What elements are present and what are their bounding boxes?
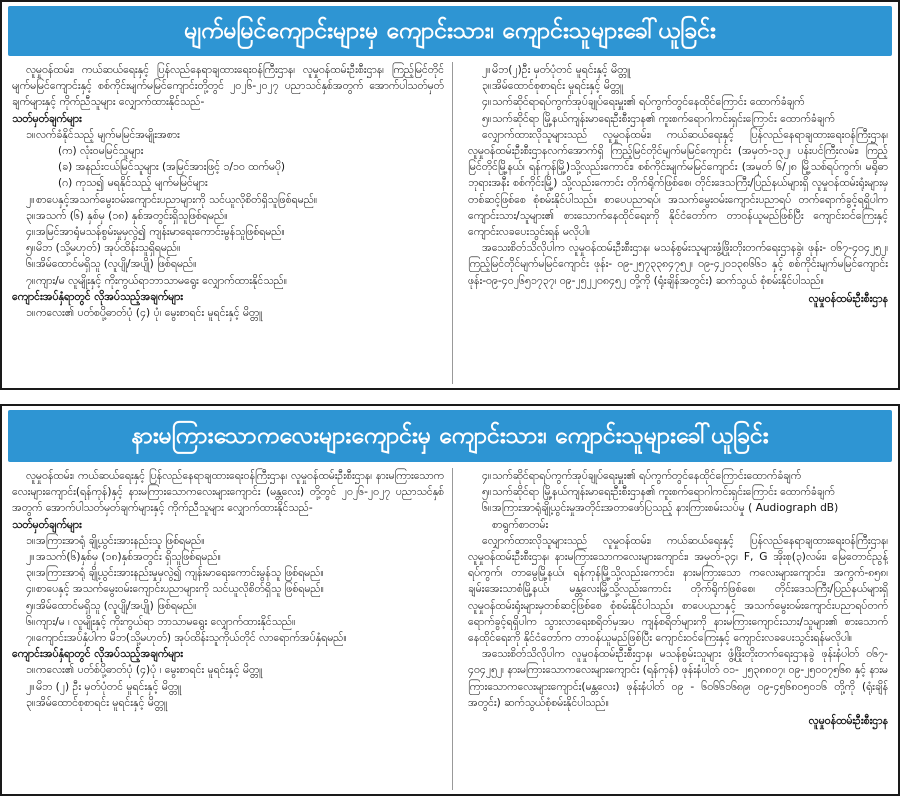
item-number: ၆။ (482, 502, 492, 515)
left-column (12, 468, 444, 792)
item-number: ၄။ (26, 226, 36, 239)
item-number: ၂။ (26, 551, 35, 564)
document-item (468, 500, 888, 532)
item-text: မိဘ(၂)ဦး မှတ်ပုံတင် မူရင်းနှင့် မိတ္တူ (492, 64, 631, 76)
blind-type-item: (ခ) အနည်းငယ်မြင်သူများ (အမြင်အားဖြင့် ၁/၁၀ ထက်မပို) (58, 161, 286, 174)
criteria-item (12, 598, 444, 614)
item-text: ကျောင်းအပ်နှံပါက မိဘ(သို့မဟုတ်) အုပ်ထိန်းသူကိုယ်တိုင် လာရောက်အပ်နှံရမည်။ (36, 632, 347, 645)
item-number: ၃။ (26, 209, 36, 222)
item-text: လက်ခံနိုင်သည့် မျက်မမြင်အမျိုးအစား (36, 128, 180, 141)
item-number: ၅။ (482, 112, 492, 125)
item-number: ၅။ (26, 242, 36, 255)
item-number: ၆။ (26, 615, 36, 628)
document-item (468, 62, 888, 78)
item-text: အမြင်အာရုံမသန်စွမ်းမှုမှလွဲ၍ ကျန်းမာရေးကောင်းမွန်သူဖြစ်ရမည်။ (36, 226, 285, 239)
document-item (12, 695, 444, 711)
item-text: သက်ဆိုင်ရာ မြို့နယ်ကျန်းမာရေးဦးစီးဌာန၏ ကူးစက်ရောဂါကင်းရှင်းကြောင်း ထောက်ခံချက် (492, 112, 835, 125)
intro-paragraph: လူမှုဝန်ထမ်း၊ ကယ်ဆယ်ရေးနှင့် ပြန်လည်နေရာချထားရေးဝန်ကြီးဌာန၊ လူမှုဝန်ထမ်းဦးစီးဌာန၊ နားမကြားသောကလေးများကျောင်း(ရန်ကုန်)နှင့် နားမကြားသောကလေးများကျောင်း (မန္တလေး) တို့တွင် ၂၀၂၆-၂၀၂၇ ပညာသင်နှစ်အတွက် အောက်ပါသတ်မှတ်ချက်များနှင့် ကိုက်ညီသူများ လျှောက်ထားနိုင်သည်- (12, 470, 444, 515)
item-text: အသက် (၆) နှစ်မှ (၁၈) နှစ်အတွင်းရှိသူဖြစ်ရမည်။ (36, 209, 228, 222)
criteria-item (12, 533, 444, 549)
item-text: အိမ်ထောင်မရှိသူ (လူပျို/အပျို) ဖြစ်ရမည်။ (36, 599, 197, 612)
item-text: စာပေနှင့်အသက်မွေးဝမ်းကျောင်းပညာများကို သင်ယူလိုစိတ်ရှိသူဖြစ်ရမည်။ (36, 193, 318, 206)
right-column (468, 62, 888, 386)
criteria-heading: သတ်မှတ်ချက်များ (12, 112, 82, 125)
column-divider (452, 468, 453, 790)
document-item (468, 94, 888, 110)
notice-blind-schools (0, 0, 900, 390)
criteria-item (12, 581, 444, 597)
notice-deaf-schools (0, 404, 900, 796)
contact-paragraph: အသေးစိတ်သိလိုပါက လူမှုဝန်ထမ်းဦးစီးဌာန၊ မသန်စွမ်းသူများ ဖွံ့ဖြိုးတိုးတက်ရေးဌာနခွဲ ဖုန်းနံပါတ် ၀၆၇- ၄၀၄၂၅၂၊ နားမကြားသောကလေးများကျောင်း (ရန်ကုန်) ဖုန်းနံပါတ် ၀၁- ၂၅၃၈၈၀၇၊ ၀၉-၂၅၀၀၇၅၆၈ နှင့် နားမကြားသောကလေးများကျောင်း(မန္တလေး) ဖုန်းနံပါတ် ၀၉ - ၆၀၆၆၁၆၈၉၊ ၀၉-၄၅၆၈၀၅၀၁၆ တို့ကို (ရုံးချိန်အတွင်း) ဆက်သွယ်စုံစမ်းနိုင်ပါသည်။ (468, 648, 888, 709)
item-number: ၄။ (482, 96, 492, 109)
criteria-item (12, 273, 444, 289)
document-item (12, 662, 444, 678)
item-number: ၇။ (26, 632, 36, 645)
item-number: ၁။ (26, 534, 36, 547)
criteria-item (12, 208, 444, 224)
documents-heading: ကျောင်းအပ်နှံရာတွင် လိုအပ်သည့်အချက်များ (12, 648, 183, 661)
item-text: သက်ဆိုင်ရာ မြို့နယ်ကျန်းမာရေးဦးစီးဌာန၏ ကူးစက်ရောဂါကင်းရှင်းကြောင်း ထောက်ခံချက် (492, 486, 835, 499)
item-number: ၂။ (26, 193, 35, 206)
criteria-item (12, 224, 444, 240)
item-number: ၂။ (26, 680, 35, 693)
item-text: စာပေနှင့် အသက်မွေးဝမ်းကျောင်းပညာများကို သင်ယူလိုစိတ်ရှိသူ ဖြစ်ရမည်။ (36, 583, 324, 596)
criteria-item (12, 256, 444, 272)
item-number: ၁။ (26, 128, 36, 141)
item-number: ၄။ (26, 583, 36, 596)
item-text: အကြားအာရုံချို့ယွင်းမှုအတိုင်းအတာဖော်ပြသည့် နားကြားစမ်းသပ်မှု ( Audiograph dB) စာရွက်စာတမ်း (492, 502, 839, 531)
left-column (12, 62, 444, 386)
item-text: အိမ်ထောင်မရှိသူ (လူပျို/အပျို) ဖြစ်ရမည်။ (36, 258, 197, 271)
contact-paragraph: အသေးစိတ်သိလိုပါက လူမှုဝန်ထမ်းဦးစီးဌာန၊ မသန်စွမ်းသူများဖွံ့ဖြိုးတိုးတက်ရေးဌာနခွဲ၊ ဖုန်း- ၀၆၇-၄၀၄၂၅၂၊ ကြည့်မြင်တိုင်မျက်မမြင်ကျောင်း ဖုန်း- ၀၉-၂၅၇၃၃၈၄၇၅၂၊ ၀၉-၄၂၀၁၃၈၆၆၁ နှင့် စစ်ကိုင်းမျက်မမြင်ကျောင်း ဖုန်း-၀၉-၄၀၂၆၅၁၇၃၇၊ ၀၉-၂၅၂၂၀၈၄၅၂ တို့ကို (ရုံးချိန်အတွင်း) ဆက်သွယ် စုံစမ်းနိုင်ပါသည်။ (468, 242, 888, 287)
item-number: ၂။ (482, 64, 491, 76)
blind-type-item: (က) လုံးဝမမြင်သူများ (58, 145, 144, 158)
item-number: ၃။ (26, 567, 36, 580)
item-text: ကျား/မ လူမျိုးနှင့် ကိုးကွယ်ရာဘာသာမရွေး လျှောက်ထားနိုင်သည်။ (36, 274, 287, 287)
item-text: အသက်(၆)နှစ်မှ (၁၈)နှစ်အတွင်း ရှိသူဖြစ်ရမည်။ (36, 551, 221, 564)
application-paragraph: လျှောက်ထားလိုသူများသည် လူမှုဝန်ထမ်း၊ ကယ်ဆယ်ရေးနှင့် ပြန်လည်နေရာချထားရေးဝန်ကြီးဌာန၊ လူမှုဝန်ထမ်းဦးစီးဌာန၊ နားမကြားသောကလေးများကျောင်း၊ အမှတ်-၃၄၊ F, G အိုးစု(၃)လမ်း၊ မြေတောင်ညွန့်ရပ်ကွက်၊ တာမွေမြို့နယ်၊ ရန်ကုန်မြို့သို့လည်းကောင်း၊ နားမကြားသော ကလေးများကျောင်း၊ အကွက်-၈၅၈၊ ချမ်းအေးသာစံမြို့နယ်၊ မန္တလေးမြို့သို့လည်းကောင်း တိုက်ရိုက်ဖြစ်စေ၊ တိုင်းဒေသကြီး/ပြည်နယ်များရှိ လူမှုဝန်ထမ်းရုံးများမှတစ်ဆင့်ဖြစ်စေ စုံစမ်းနိုင်ပါသည်။ စာပေပညာနှင့် အသက်မွေးဝမ်းကျောင်းပညာရပ်တက်ရောက်ခွင့်ရရှိပါက သွားလာရေးစရိတ်မှအပ ကျန်စရိတ်များကို နားမကြားကျောင်းသား/သူများ၏ စားသောက်နေထိုင်ရေးကို နိုင်ငံတော်က တာဝန်ယူမည်ဖြစ်ပြီး ကျောင်းဝင်ကြေးနှင့် ကျောင်းလခပေးသွင်းရန်မလိုပါ။ (468, 534, 888, 645)
document-item (468, 484, 888, 500)
issuer-signature: လူမှုဝန်ထမ်းဦးစီးဌာန (808, 292, 888, 305)
criteria-item (12, 127, 444, 143)
document-item (468, 468, 888, 484)
item-text: မိဘ (သို့မဟုတ်) အုပ်ထိန်းသူရှိရမည်။ (36, 242, 181, 255)
column-divider (452, 62, 453, 384)
item-number: ၆။ (26, 258, 36, 271)
item-text: အကြားအာရုံ ချို့ယွင်းအားနည်းမှုမှလွဲ၍ ကျန်းမာရေးကောင်းမွန်သူ ဖြစ်ရမည်။ (36, 567, 324, 580)
item-text: သက်ဆိုင်ရာရပ်ကွက်အုပ်ချုပ်ရေးမှူး၏ ရပ်ကွက်တွင်နေထိုင်ကြောင်း ထောက်ခံချက် (492, 96, 805, 109)
item-number: ၅။ (26, 599, 36, 612)
item-text: ကျား/မ ၊ လူမျိုးနှင့် ကိုးကွယ်ရာ ဘာသာမရွေး လျှောက်ထားနိုင်သည်။ (36, 615, 296, 628)
item-number: ၃။ (482, 80, 492, 93)
blind-type-item: (ဂ) ကုသ၍ မရနိုင်သည့် မျက်မမြင်များ (58, 177, 208, 190)
item-number: ၇။ (26, 274, 36, 287)
issuer-signature: လူမှုဝန်ထမ်းဦးစီးဌာန (808, 715, 888, 728)
criteria-item (12, 192, 444, 208)
notice-title: မျက်မမြင်ကျောင်းများမှ ကျောင်းသား၊ ကျောင်းသူများခေါ်ယူခြင်း (8, 6, 892, 56)
item-text: ကလေး၏ ပတ်စ်ပို့ဓာတ်ပုံ (၄)ပုံ ၊ မွေးစာရင်း မူရင်းနှင့် မိတ္တူ (36, 664, 263, 677)
item-number: ၄။ (482, 470, 492, 482)
document-item (12, 679, 444, 695)
right-column (468, 468, 888, 792)
documents-heading: ကျောင်းအပ်နှံရာတွင် လိုအပ်သည့်အချက်များ (12, 290, 183, 303)
document-item (468, 111, 888, 127)
item-number: ၅။ (482, 486, 492, 499)
criteria-heading: သတ်မှတ်ချက်များ (12, 518, 82, 531)
intro-paragraph: လူမှုဝန်ထမ်း၊ ကယ်ဆယ်ရေးနှင့် ပြန်လည်နေရာချထားရေးဝန်ကြီးဌာန၊ လူမှုဝန်ထမ်းဦးစီးဌာန၊ ကြည့်မြင်တိုင်မျက်မမြင်ကျောင်းနှင့် စစ်ကိုင်းမျက်မမြင်ကျောင်းတို့တွင် ၂၀၂၆-၂၀၂၇ ပညာသင်နှစ်အတွက် အောက်ပါသတ်မှတ်ချက်များနှင့် ကိုက်ညီသူများ လျှောက်ထားနိုင်သည်- (12, 64, 444, 109)
item-text: အိမ်ထောင်စုစာရင်း မူရင်းနှင့် မိတ္တူ (36, 696, 168, 709)
criteria-item (12, 614, 444, 630)
item-text: အိမ်ထောင်စုစာရင်း မူရင်းနှင့် မိတ္တူ (492, 80, 624, 93)
item-text: ကလေး၏ ပတ်စပို့ဓာတ်ပုံ (၄) ပုံ၊ မွေးစာရင်း မူရင်းနှင့် မိတ္တူ (36, 307, 263, 320)
document-item (468, 78, 888, 94)
criteria-item (12, 549, 444, 565)
criteria-item (12, 240, 444, 256)
item-text: အကြားအာရုံ ချို့ယွင်းအားနည်းသူ ဖြစ်ရမည်။ (36, 534, 205, 547)
criteria-item (12, 565, 444, 581)
item-number: ၁။ (26, 307, 36, 320)
notice-title: နားမကြားသောကလေးများကျောင်းမှ ကျောင်းသား၊ ကျောင်းသူများခေါ်ယူခြင်း (8, 410, 892, 462)
application-paragraph: လျှောက်ထားလိုသူများသည် လူမှုဝန်ထမ်း၊ ကယ်ဆယ်ရေးနှင့် ပြန်လည်နေရာချထားရေးဝန်ကြီးဌာန၊ လူမှုဝန်ထမ်းဦးစီးဌာနလက်အောက်ရှိ ကြည့်မြင်တိုင်မျက်မမြင်ကျောင်း (အမှတ်-၁၃၂၊ ပန်းပင်ကြီးလမ်း၊ ကြည့်မြင်တိုင်မြို့နယ်၊ ရန်ကုန်မြို့)သို့လည်းကောင်း၊ စစ်ကိုင်းမျက်မမြင်ကျောင်း (အမှတ် ၆/၂၈ မြို့သစ်ရပ်ကွက်၊ မရိုဓာဘုရားအနီး စစ်ကိုင်းမြို့) သို့လည်းကောင်း တိုက်ရိုက်ဖြစ်စေ၊ တိုင်းဒေသကြီး/ပြည်နယ်များရှိ လူမှုဝန်ထမ်းရုံးများမှ တစ်ဆင့်ဖြစ်စေ စုံစမ်းနိုင်ပါသည်။ စာပေပညာရပ်၊ အသက်မွေးဝမ်းကျောင်းပညာရပ် တက်ရောက်ခွင့်ရရှိပါက ကျောင်းသား/သူများ၏ စားသောက်နေထိုင်ရေးကို နိုင်ငံတော်က တာဝန်ယူမည်ဖြစ်ပြီး ကျောင်းဝင်ကြေးနှင့် ကျောင်းလခပေးသွင်းရန် မလိုပါ။ (468, 128, 888, 239)
item-text: သက်ဆိုင်ရာရပ်ကွက်အုပ်ချုပ်ရေးမှူး၏ ရပ်ကွက်တွင်နေထိုင်ကြောင်းထောက်ခံချက် (492, 470, 802, 482)
document-item (12, 305, 444, 321)
item-number: ၃။ (26, 696, 36, 709)
item-number: ၁။ (26, 664, 36, 677)
item-text: မိဘ (၂) ဦး မှတ်ပုံတင် မူရင်းနှင့် မိတ္တူ (36, 680, 182, 693)
criteria-item (12, 630, 444, 646)
